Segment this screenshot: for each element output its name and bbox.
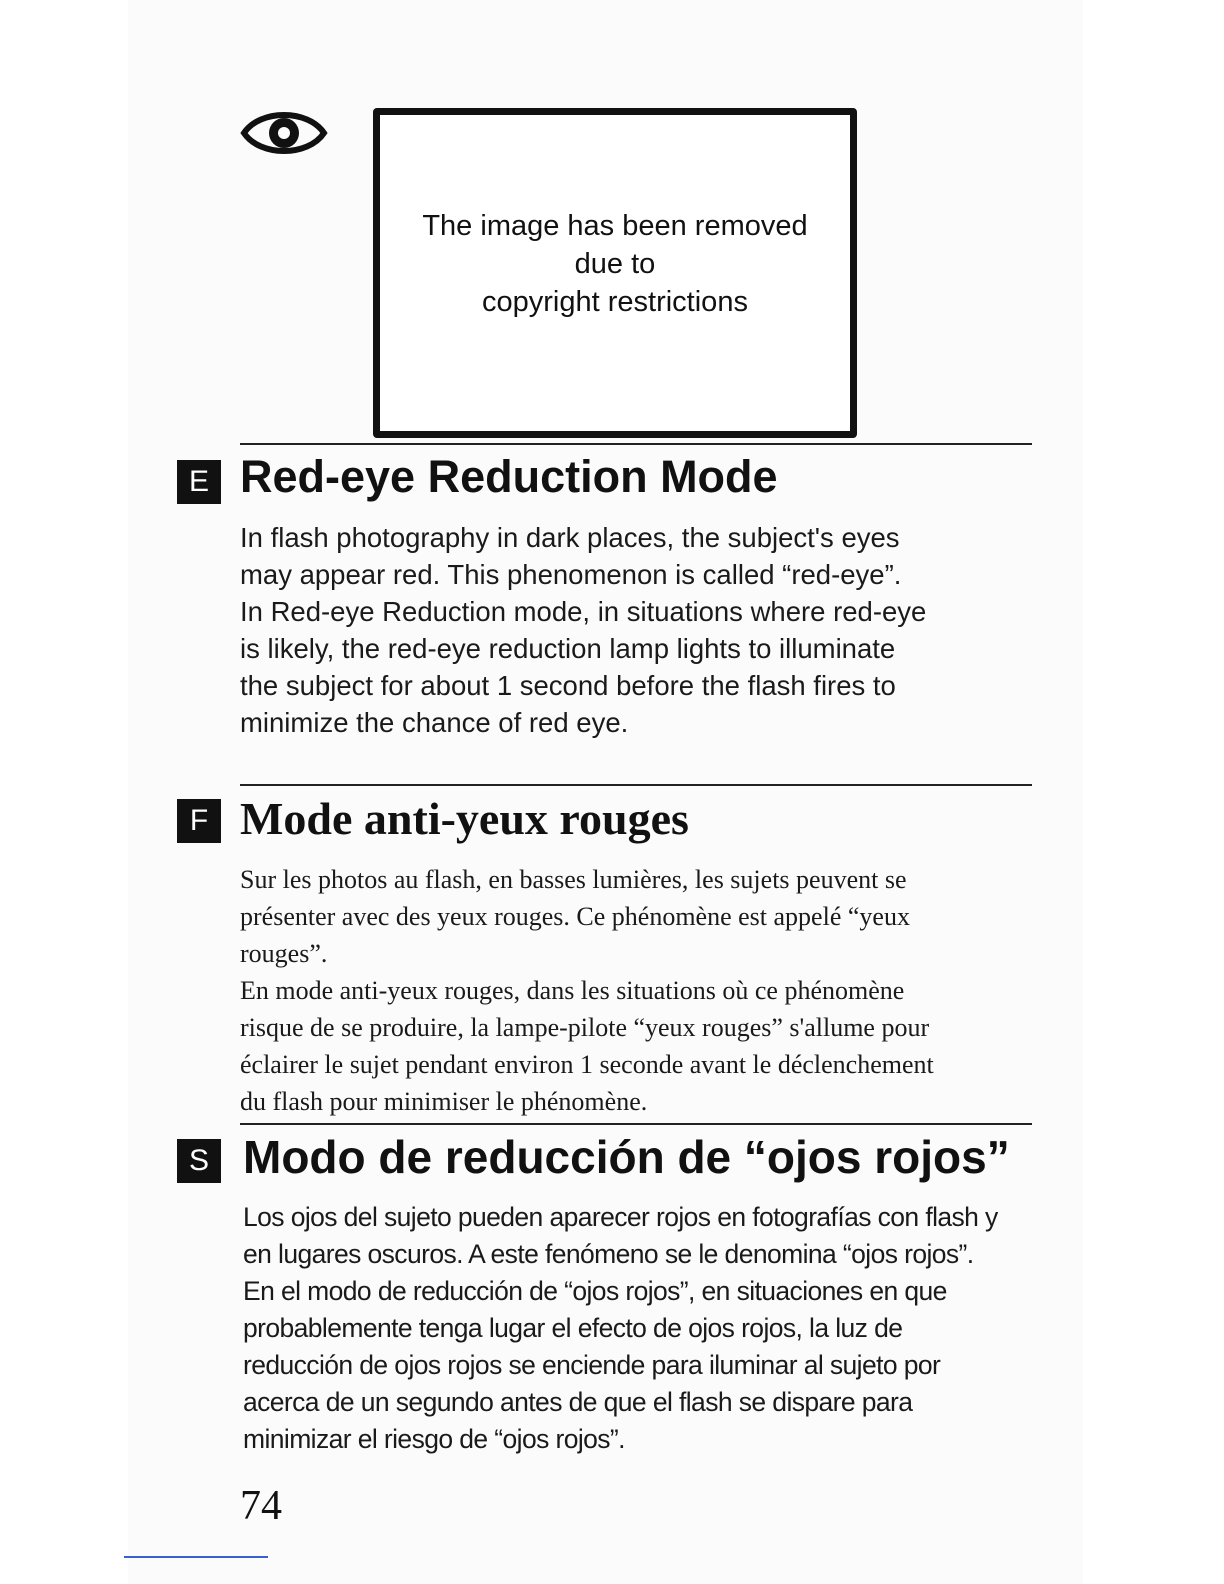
notice-line: copyright restrictions xyxy=(482,286,748,318)
notice-line: The image has been removed xyxy=(422,210,808,242)
image-placeholder xyxy=(373,108,857,438)
language-badge-en: E xyxy=(177,460,221,504)
page-number: 74 xyxy=(240,1483,282,1529)
eye-icon xyxy=(240,100,328,166)
section-heading-es: Modo de reducción de “ojos rojos” xyxy=(243,1131,1010,1183)
section-divider xyxy=(240,1123,1032,1125)
section-divider xyxy=(240,784,1032,786)
language-badge-fr: F xyxy=(177,799,221,843)
language-badge-es: S xyxy=(177,1139,221,1183)
page-link-underline[interactable] xyxy=(124,1556,268,1558)
section-divider xyxy=(240,443,1032,445)
section-body-fr: Sur les photos au flash, en basses lumières, les sujets peuvent se présenter avec des yeux rouges. Ce phénomène est appelé “yeux rouges”. En mode anti-yeux rouges, dans les situations où ce phénomène risque de se produire, la lampe-pilote “yeux rouges” s'allume pour éclairer le sujet pendant environ 1 seconde avant le déclenchement du flash pour minimiser le phénomène. xyxy=(240,865,934,1116)
section-heading-fr: Mode anti-yeux rouges xyxy=(240,793,689,844)
section-heading-en: Red-eye Reduction Mode xyxy=(240,451,778,502)
image-removed-notice xyxy=(422,207,807,321)
section-body-en: In flash photography in dark places, the subject's eyes may appear red. This phenomenon is called “red-eye”. In Red-eye Reduction mode, in situations where red-eye is likely, the red-eye reduction lamp lights to illuminate the subject for about 1 second before the flash fires to minimize the chance of red eye. xyxy=(240,522,927,738)
notice-line: due to xyxy=(574,248,656,280)
section-body-es: Los ojos del sujeto pueden aparecer rojos en fotografías con flash y en lugares oscuros. A este fenómeno se le denomina “ojos rojos”. En el modo de reducción de “ojos rojos”, en situaciones en que probablemente tenga lugar el efecto de ojos rojos, la luz de reducción de ojos rojos se enciende para iluminar al sujeto por acerca de un segundo antes de que el flash se dispare para minimizar el riesgo de “ojos rojos”. xyxy=(243,1202,998,1454)
